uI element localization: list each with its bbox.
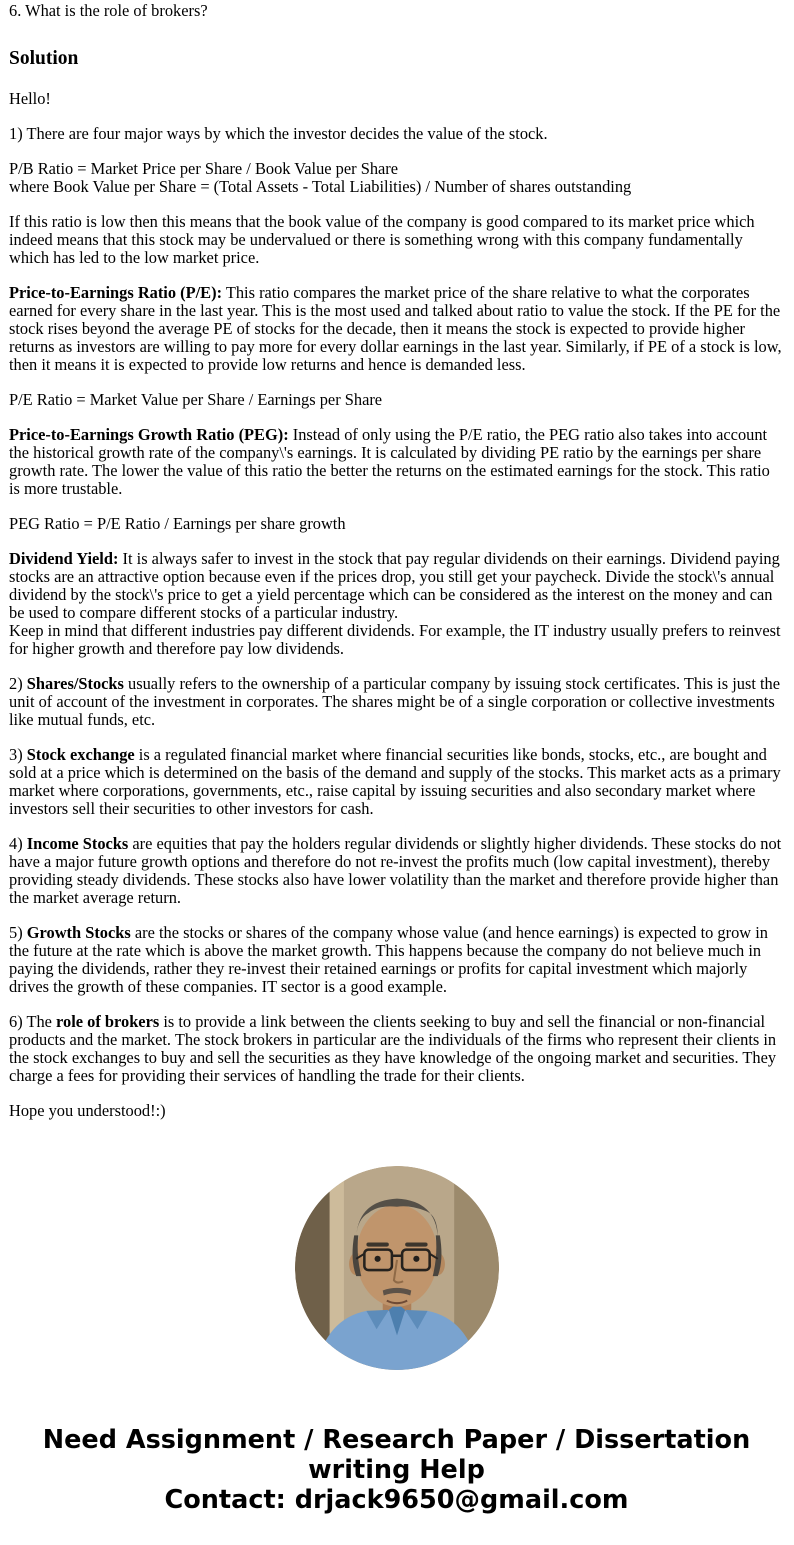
text-run: 6) The [9, 1012, 57, 1031]
tutor-photo-illustration [295, 1166, 499, 1370]
paragraph [9, 125, 784, 143]
paragraph [9, 675, 784, 729]
paragraph [9, 213, 784, 267]
paragraph [9, 391, 784, 409]
paragraph [9, 515, 784, 533]
solution-paragraphs [9, 90, 784, 1120]
paragraph [9, 284, 784, 374]
paragraph [9, 924, 784, 996]
bold-term: Price-to-Earnings Growth Ratio (PEG): [9, 425, 289, 444]
footer-help-text: Need Assignment / Research Paper / Dissertation writing Help [42, 1425, 751, 1485]
bold-term: Price-to-Earnings Ratio (P/E): [9, 283, 223, 302]
text-run: Instead of only using the P/E ratio, the PEG ratio also takes into account the historical growth rate of the company\'s earnings. It is calculated by dividing PE ratio by the earnings per share growth rate. The lower the value of this ratio the better the returns on the estimated earnings for the stock. This ratio is more trustable. [9, 425, 770, 498]
footer-help-banner [21, 1425, 773, 1515]
text-run: 4) [9, 834, 27, 853]
text-run: It is always safer to invest in the stock that pay regular dividends on their earnings. Dividend paying stocks are an attractive option because even if the prices drop, you still get your paycheck. Divide the stock\'s annual dividend by the stock\'s price to get a yield percentage which can be considered as the interest on the money and can be used to compare different stocks of a particular industry. [9, 549, 780, 622]
paragraph [9, 746, 784, 818]
text-run: Keep in mind that different industries pay different dividends. For example, the IT industry usually prefers to reinvest for higher growth and therefore pay low dividends. [9, 621, 781, 658]
text-run: where Book Value per Share = (Total Assets - Total Liabilities) / Number of shares outstanding [9, 177, 632, 196]
bold-term: Shares/Stocks [26, 674, 124, 693]
solution-heading: Solution [9, 48, 79, 69]
text-run: If this ratio is low then this means that the book value of the company is good compared to its market price which indeed means that this stock may be undervalued or there is something wrong with this company fundamentally which has led to the low market price. [9, 212, 755, 267]
bold-term: Growth Stocks [26, 923, 131, 942]
text-run: is a regulated financial market where financial securities like bonds, stocks, etc., are bought and sold at a price which is determined on the basis of the demand and supply of the stocks. This market acts as a primary market where corporations, governments, etc., raise capital by issuing securities and also secondary market where investors sell their securities to other investors for cash. [9, 745, 781, 818]
paragraph [9, 1102, 784, 1120]
text-run: 1) There are four major ways by which the investor decides the value of the stock. [9, 124, 548, 143]
paragraph [9, 550, 784, 658]
text-run: are equities that pay the holders regular dividends or slightly higher dividends. These stocks do not have a major future growth options and therefore do not re-invest the profits much (low capital investment), thereby providing steady dividends. These stocks also have lower volatility than the market and therefore provide higher than the market average return. [9, 834, 782, 907]
bold-term: Stock exchange [26, 745, 135, 764]
avatar-container [9, 1166, 784, 1375]
tutor-avatar [295, 1166, 499, 1370]
text-run: Hope you understood!:) [9, 1101, 166, 1120]
text-run: 3) [9, 745, 27, 764]
bold-term: Dividend Yield: [9, 549, 119, 568]
paragraph [9, 1013, 784, 1085]
text-run: 5) [9, 923, 27, 942]
question-text: 6. What is the role of brokers? [9, 1, 208, 20]
text-run: is to provide a link between the clients seeking to buy and sell the financial or non-financial products and the market. The stock brokers in particular are the individuals of the firms who represent their clients in the stock exchanges to buy and sell the securities as they have knowledge of the ongoing market and securities. They charge a fees for providing their services of handling the trade for their clients. [9, 1012, 777, 1085]
text-run: PEG Ratio = P/E Ratio / Earnings per share growth [9, 514, 346, 533]
text-run: P/E Ratio = Market Value per Share / Earnings per Share [9, 390, 383, 409]
bold-term: Income Stocks [26, 834, 129, 853]
text-run: Hello! [9, 89, 51, 108]
paragraph [9, 835, 784, 907]
text-run: 2) [9, 674, 27, 693]
bold-term: role of brokers [56, 1012, 160, 1031]
text-run: are the stocks or shares of the company whose value (and hence earnings) is expected to grow in the future at the rate which is above the market growth. This happens because the company do not believe much in paying the dividends, rather they re-invest their retained earnings or profits for capital investment which majorly drives the growth of these companies. IT sector is a good example. [9, 923, 768, 996]
text-run: P/B Ratio = Market Price per Share / Book Value per Share [9, 159, 399, 178]
paragraph [9, 426, 784, 498]
footer-contact-email: Contact: drjack9650@gmail.com [164, 1485, 629, 1515]
paragraph [9, 90, 784, 108]
text-run: This ratio compares the market price of the share relative to what the corporates earned for every share in the last year. This is the most used and talked about ratio to value the stock. If the PE for the stock rises beyond the average PE of stocks for the decade, then it means the stock is expected to provide higher returns as investors are willing to pay more for every dollar earnings in the last year. Similarly, if PE of a stock is low, then it means it is expected to provide low returns and hence is demanded less. [9, 283, 782, 374]
paragraph [9, 160, 784, 196]
text-run: usually refers to the ownership of a particular company by issuing stock certificates. This is just the unit of account of the investment in corporates. The shares might be of a single corporation or collective investments like mutual funds, etc. [9, 674, 780, 729]
